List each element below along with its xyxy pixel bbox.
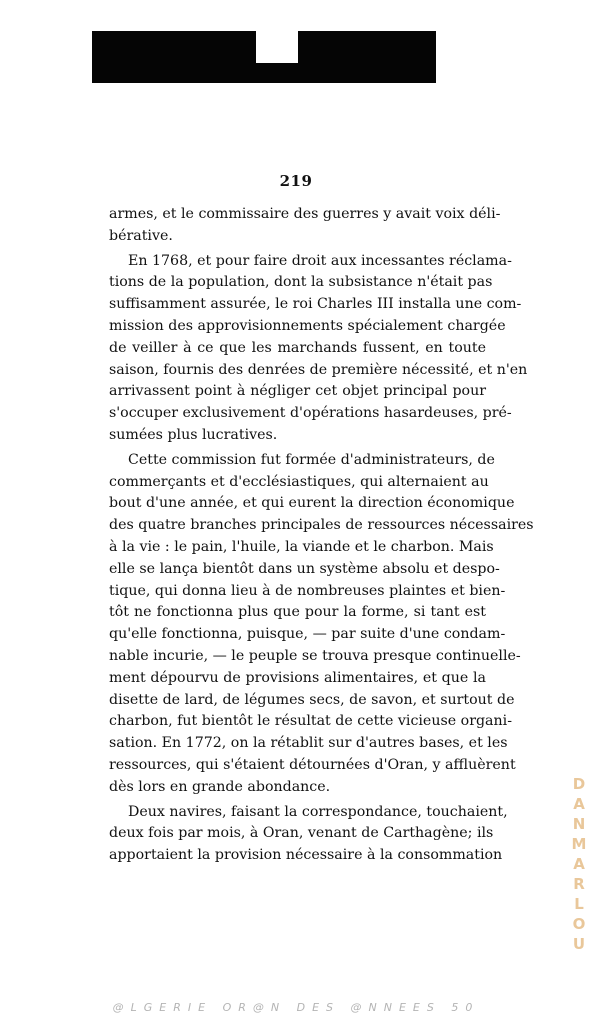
text-line: tôt ne fonctionna plus que pour la forme, si tant est bbox=[109, 604, 486, 621]
redaction-notch bbox=[256, 31, 298, 63]
paragraph bbox=[109, 251, 528, 447]
text-line: dès lors en grande abondance. bbox=[109, 778, 331, 795]
text-line: ressources, qui s'étaient détournées d'Oran, y affluèrent bbox=[109, 756, 516, 773]
text-line: sumées plus lucratives. bbox=[109, 426, 278, 443]
text-line: saison, fournis des denrées de première nécessité, et n'en bbox=[109, 361, 528, 378]
text-line: armes, et le commissaire des guerres y avait voix déli- bbox=[109, 206, 501, 222]
text-line: ment dépourvu de provisions alimentaires, et que la bbox=[109, 669, 486, 686]
text-line: En 1768, et pour faire droit aux incessantes réclama- bbox=[128, 252, 512, 269]
text-line: qu'elle fonctionna, puisque, — par suite d'une condam- bbox=[109, 626, 506, 643]
paragraph bbox=[109, 204, 501, 248]
text-line: arrivassent point à négliger cet objet principal pour bbox=[109, 383, 486, 400]
text-line: bout d'une année, et qui eurent la direction économique bbox=[109, 495, 515, 512]
text-line: Deux navires, faisant la correspondance, touchaient, bbox=[128, 803, 508, 820]
text-line: elle se lança bientôt dans un système absolu et despo- bbox=[109, 560, 500, 577]
text-line: à la vie : le pain, l'huile, la viande et le charbon. Mais bbox=[109, 538, 494, 555]
text-line: s'occuper exclusivement d'opérations hasardeuses, pré- bbox=[109, 405, 512, 422]
text-line: suffisamment assurée, le roi Charles III installa une com- bbox=[109, 296, 522, 313]
text-line: bérative. bbox=[109, 227, 173, 244]
text-line: mission des approvisionnements spécialement chargée bbox=[109, 317, 506, 334]
text-line: charbon, fut bientôt le résultat de cette vicieuse organi- bbox=[109, 713, 512, 730]
text-line: de veiller à ce que les marchands fussent, en toute bbox=[109, 339, 486, 356]
text-line: disette de lard, de légumes secs, de savon, et surtout de bbox=[109, 691, 515, 708]
text-line: sation. En 1772, on la rétablit sur d'autres bases, et les bbox=[109, 735, 508, 752]
page-number: 219 bbox=[279, 172, 313, 190]
text-line: apportaient la provision nécessaire à la consommation bbox=[109, 847, 503, 864]
text-line: nable incurie, — le peuple se trouva presque continuelle- bbox=[109, 647, 521, 664]
paragraph bbox=[109, 450, 534, 799]
text-line: deux fois par mois, à Oran, venant de Carthagène; ils bbox=[109, 825, 494, 842]
side-watermark: DANMARLOU bbox=[570, 775, 588, 955]
text-line: des quatre branches principales de ressources nécessaires bbox=[109, 517, 534, 534]
paragraph bbox=[109, 802, 508, 867]
footer-watermark: @LGERIE OR@N DES @NNEES 50 bbox=[112, 1001, 480, 1014]
text-line: tique, qui donna lieu à de nombreuses plaintes et bien- bbox=[109, 582, 506, 599]
body-text bbox=[109, 204, 534, 867]
text-line: tions de la population, dont la subsistance n'était pas bbox=[109, 274, 493, 291]
text-line: commerçants et d'ecclésiastiques, qui alternaient au bbox=[109, 473, 489, 490]
text-line: Cette commission fut formée d'administrateurs, de bbox=[128, 451, 495, 468]
